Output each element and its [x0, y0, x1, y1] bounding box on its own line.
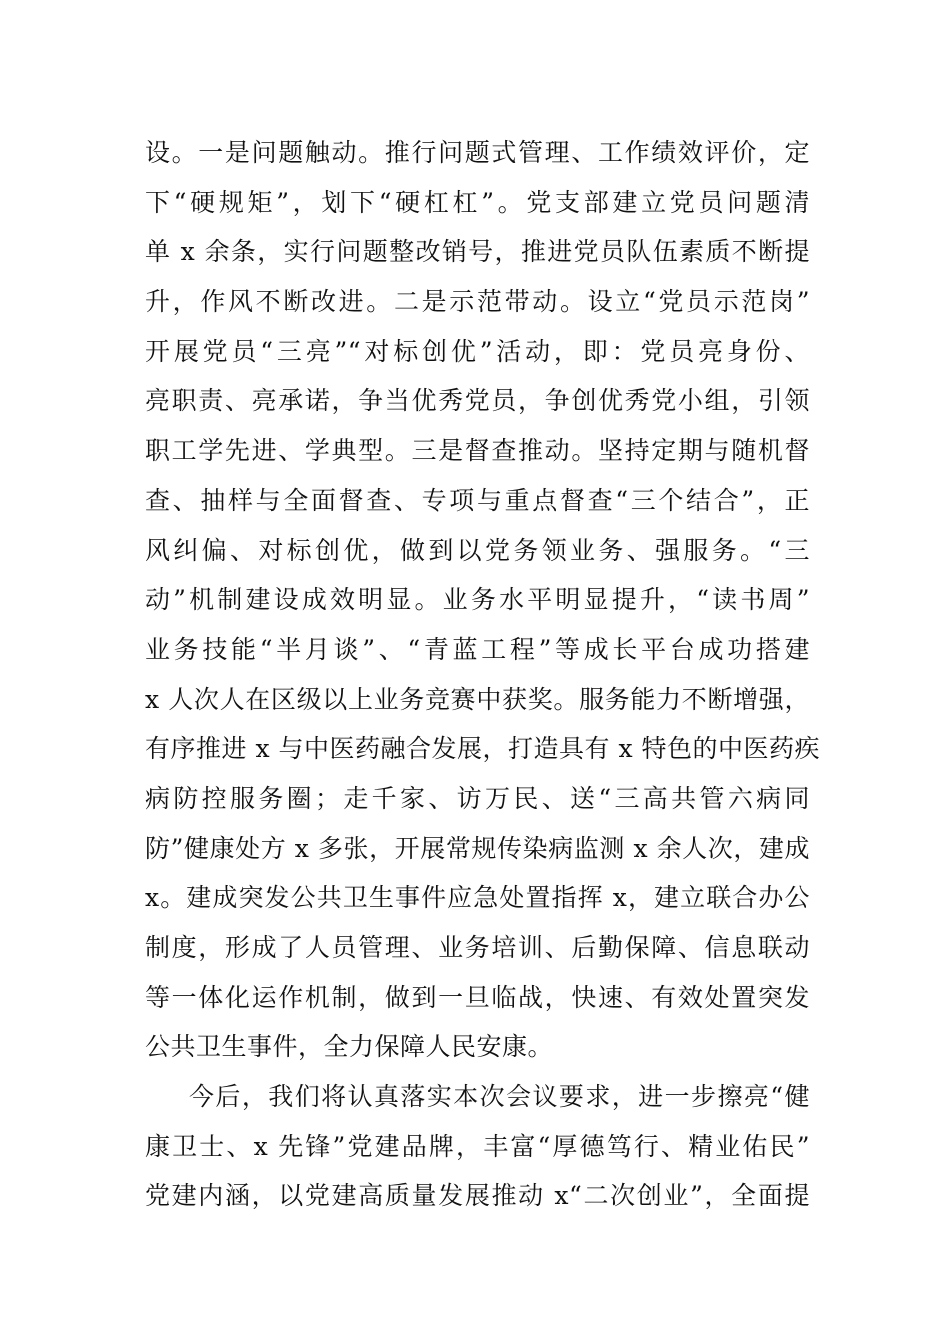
- text-line: 开展党员“三亮”“对标创优”活动，即：党员亮身份、: [145, 336, 810, 366]
- text-line: 病防控服务圈；走千家、访万民、送“三高共管六病同: [145, 783, 810, 813]
- text-line: 风纠偏、对标创优，做到以党务领业务、强服务。“三: [145, 535, 810, 565]
- paragraph-1: [145, 128, 820, 1072]
- text-line: x。建成突发公共卫生事件应急处置指挥 x，建立联合办公: [145, 883, 810, 913]
- text-line: 制度，形成了人员管理、业务培训、后勤保障、信息联动: [145, 933, 810, 962]
- text-line: 动”机制建设成效明显。业务水平明显提升，“读书周”: [145, 585, 810, 615]
- text-line: 康卫士、x 先锋”党建品牌，丰富“厚德笃行、精业佑民”: [145, 1131, 810, 1161]
- text-line: 今后，我们将认真落实本次会议要求，进一步擦亮“健: [189, 1082, 810, 1112]
- text-line: 党建内涵，以党建高质量发展推动 x“二次创业”，全面提: [145, 1181, 810, 1211]
- text-line: 单 x 余条，实行问题整改销号，推进党员队伍素质不断提: [145, 237, 810, 267]
- document-body: [145, 128, 820, 1221]
- text-line: 职工学先进、学典型。三是督查推动。坚持定期与随机督: [145, 436, 810, 466]
- text-line: 防”健康处方 x 多张，开展常规传染病监测 x 余人次，建成: [145, 833, 810, 863]
- text-line: 设。一是问题触动。推行问题式管理、工作绩效评价，定: [145, 138, 810, 167]
- text-line: x 人次人在区级以上业务竞赛中获奖。服务能力不断增强，: [145, 684, 810, 714]
- text-line: 升，作风不断改进。二是示范带动。设立“党员示范岗”: [145, 287, 810, 317]
- text-line: 等一体化运作机制，做到一旦临战，快速、有效处置突发: [145, 982, 810, 1012]
- text-line: 亮职责、亮承诺，争当优秀党员，争创优秀党小组，引领: [145, 386, 810, 416]
- text-line: 查、抽样与全面督查、专项与重点督查“三个结合”，正: [145, 485, 810, 515]
- text-line: 公共卫生事件，全力保障人民安康。: [145, 1032, 554, 1062]
- text-line: 下“硬规矩”，划下“硬杠杠”。党支部建立党员问题清: [145, 187, 810, 217]
- text-line: 业务技能“半月谈”、“青蓝工程”等成长平台成功搭建: [145, 634, 810, 664]
- text-line: 有序推进 x 与中医药融合发展，打造具有 x 特色的中医药疾: [145, 734, 820, 764]
- paragraph-2: [145, 1072, 810, 1221]
